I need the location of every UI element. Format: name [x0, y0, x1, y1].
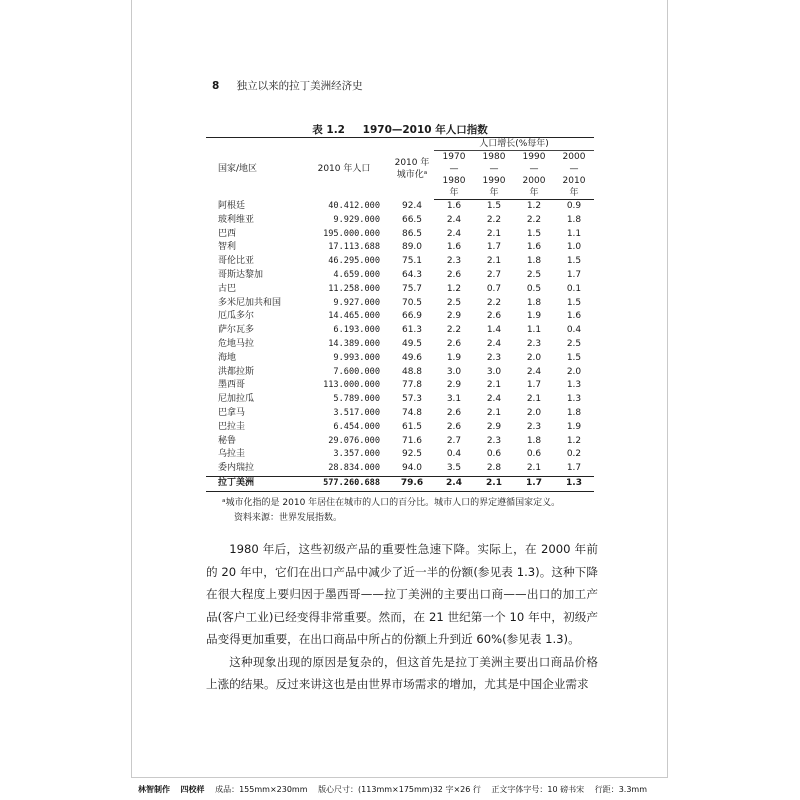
header-period: 1990—2000 年 [514, 151, 554, 200]
cell-g1: 1.6 [446, 201, 462, 211]
table-row [206, 421, 594, 435]
cell-g2: 2.9 [486, 421, 502, 432]
cell-g3: 1.1 [526, 325, 542, 336]
footer-spacing: 行距：3.3mm [594, 785, 648, 794]
cell-pop: 14.465.000 [328, 311, 380, 322]
cell-g1: 2.9 [446, 380, 462, 391]
table-row [206, 324, 594, 338]
cell-g4: 1.8 [566, 407, 582, 418]
cell-g1: 1.9 [446, 352, 462, 363]
cell-g4: 1.5 [566, 352, 582, 363]
cell-urban: 92.5 [401, 449, 423, 460]
cell-g3: 2.1 [526, 394, 542, 405]
cell-g3: 1.6 [526, 242, 542, 253]
cell-name: 乌拉圭 [218, 449, 246, 460]
cell-urban: 49.5 [401, 338, 423, 349]
cell-g3: 2.2 [526, 214, 542, 225]
cell-g4: 0.9 [566, 201, 582, 211]
cell-g4: 2.0 [566, 366, 582, 377]
cell-pop: 5.789.000 [333, 394, 380, 405]
cell-name: 拉丁美洲 [206, 476, 298, 491]
cell-g3: 1.7 [514, 476, 554, 491]
cell-g3: 1.8 [526, 256, 542, 267]
table-source: 资料来源：世界发展指数。 [234, 513, 343, 523]
cell-g3: 2.1 [526, 463, 542, 474]
cell-pop: 46.295.000 [328, 256, 380, 267]
cell-g2: 2.1 [486, 228, 502, 239]
cell-urban: 77.8 [401, 380, 423, 391]
cell-g3: 1.7 [526, 380, 542, 391]
cell-g2: 0.7 [486, 283, 502, 294]
cell-g2: 2.1 [474, 476, 514, 491]
running-header [212, 78, 363, 93]
cell-g2: 2.6 [486, 311, 502, 322]
cell-urban: 74.8 [401, 407, 423, 418]
cell-pop: 9.993.000 [333, 352, 380, 363]
cell-g2: 2.3 [486, 435, 502, 446]
cell-g3: 1.8 [526, 435, 542, 446]
cell-g1: 1.6 [446, 242, 462, 253]
cell-g3: 0.6 [526, 449, 542, 460]
cell-name: 多米尼加共和国 [218, 297, 282, 308]
page-number: 8 [212, 80, 220, 92]
footer-proof: 四校样 [180, 785, 205, 794]
cell-g2: 2.2 [486, 297, 502, 308]
cell-urban: 75.1 [401, 256, 423, 267]
cell-name: 秘鲁 [218, 435, 237, 446]
cell-urban: 86.5 [401, 228, 423, 239]
cell-g3: 1.9 [526, 311, 542, 322]
cell-g4: 0.4 [566, 325, 582, 336]
cell-g2: 1.7 [486, 242, 502, 253]
cell-name: 玻利维亚 [218, 214, 255, 225]
cell-g1: 2.6 [446, 407, 462, 418]
cell-urban: 89.0 [401, 242, 423, 253]
cell-g2: 2.2 [486, 214, 502, 225]
table-footnote: ᵃ城市化指的是 2010 年居住在城市的人口的百分比。城市人口的界定遵循国家定义。 [222, 498, 561, 508]
cell-g1: 2.5 [446, 297, 462, 308]
cell-g1: 2.6 [446, 269, 462, 280]
table-row [206, 393, 594, 407]
cell-name: 巴西 [218, 228, 237, 239]
cell-g2: 2.7 [486, 269, 502, 280]
cell-g4: 1.3 [566, 394, 582, 405]
cell-name: 洪都拉斯 [218, 366, 255, 377]
cell-g3: 2.3 [526, 338, 542, 349]
cell-urban: 57.3 [401, 394, 423, 405]
table-row [206, 366, 594, 380]
table-notes [222, 496, 597, 526]
cell-g3: 2.4 [526, 366, 542, 377]
table-row [206, 269, 594, 283]
cell-name: 古巴 [218, 283, 237, 294]
paragraph: 这种现象出现的原因是复杂的，但这首先是拉丁美洲主要出口商品价格上涨的结果。反过来讲这也是由世界市场需求的增加，尤其是中国企业需求 [206, 654, 598, 691]
cell-name: 海地 [218, 352, 237, 363]
table-row [206, 310, 594, 324]
cell-pop: 6.193.000 [333, 325, 380, 336]
cell-name: 智利 [218, 242, 237, 253]
cell-g1: 2.4 [446, 228, 462, 239]
cell-g4: 0.1 [566, 283, 582, 294]
table-row [206, 338, 594, 352]
cell-pop: 195.000.000 [323, 228, 380, 239]
cell-g4: 1.1 [566, 228, 582, 239]
cell-pop: 14.389.000 [328, 338, 380, 349]
table-row [206, 283, 594, 297]
cell-g4: 0.2 [566, 449, 582, 460]
cell-g2: 2.1 [486, 380, 502, 391]
table-row [206, 228, 594, 242]
cell-g1: 2.4 [434, 476, 474, 491]
cell-g4: 1.9 [566, 421, 582, 432]
cell-name: 尼加拉瓜 [218, 394, 255, 405]
cell-g2: 1.4 [486, 325, 502, 336]
table-row [206, 379, 594, 393]
footer-size: 成品：155mm×230mm [215, 785, 308, 794]
cell-urban: 61.5 [401, 421, 423, 432]
cell-g4: 1.5 [566, 256, 582, 267]
cell-urban: 64.3 [401, 269, 423, 280]
cell-urban: 94.0 [401, 463, 423, 474]
table-body [206, 200, 594, 492]
cell-pop: 17.113.688 [328, 242, 380, 253]
cell-name: 危地马拉 [218, 338, 255, 349]
body-text [206, 538, 598, 696]
cell-g1: 2.2 [446, 325, 462, 336]
cell-g2: 2.1 [486, 256, 502, 267]
table-row [206, 352, 594, 366]
running-title: 独立以来的拉丁美洲经济史 [236, 80, 363, 92]
cell-g2: 2.8 [486, 463, 502, 474]
cell-urban: 75.7 [401, 283, 423, 294]
cell-pop: 29.076.000 [328, 435, 380, 446]
cell-urban: 48.8 [401, 366, 423, 377]
cell-name: 阿根廷 [218, 200, 246, 211]
table-row [206, 297, 594, 311]
cell-urban: 92.4 [401, 200, 423, 211]
cell-pop: 40.412.000 [328, 200, 380, 211]
cell-g3: 1.2 [526, 201, 542, 211]
cell-name: 厄瓜多尔 [218, 311, 255, 322]
cell-g4: 1.5 [566, 297, 582, 308]
cell-name: 巴拿马 [218, 407, 246, 418]
cell-g2: 2.4 [486, 338, 502, 349]
table-caption: 1970—2010 年人口指数 [362, 124, 488, 136]
footer-font: 正文字体字号：10 磅书宋 [491, 785, 585, 794]
cell-g4: 1.0 [566, 242, 582, 253]
cell-g3: 1.8 [526, 297, 542, 308]
header-period: 1980—1990 年 [474, 151, 514, 200]
cell-g3: 1.5 [526, 228, 542, 239]
cell-pop: 7.600.000 [333, 366, 380, 377]
cell-g4: 1.2 [566, 435, 582, 446]
cell-name: 委内瑞拉 [218, 463, 255, 474]
cell-pop: 113.000.000 [323, 380, 380, 391]
cell-g1: 2.3 [446, 256, 462, 267]
cell-pop: 9.927.000 [333, 297, 380, 308]
cell-name: 萨尔瓦多 [218, 325, 255, 336]
table-row [206, 214, 594, 228]
cell-g1: 3.5 [446, 463, 462, 474]
cell-urban: 61.3 [401, 325, 423, 336]
cell-g3: 2.0 [526, 352, 542, 363]
cell-g2: 1.5 [486, 201, 502, 211]
cell-pop: 3.357.000 [333, 449, 380, 460]
table-row [206, 448, 594, 462]
table-total-row [206, 476, 594, 491]
header-period: 1970—1980 年 [434, 151, 474, 200]
cell-pop: 4.659.000 [333, 269, 380, 280]
cell-g3: 0.5 [526, 283, 542, 294]
cell-g4: 1.7 [566, 269, 582, 280]
cell-g1: 2.7 [446, 435, 462, 446]
cell-g2: 0.6 [486, 449, 502, 460]
header-period: 2000—2010 年 [554, 151, 594, 200]
cell-pop: 11.258.000 [328, 283, 380, 294]
cell-g1: 3.0 [446, 366, 462, 377]
cell-g1: 1.2 [446, 283, 462, 294]
print-specs-footer [138, 784, 655, 795]
population-table [206, 137, 594, 492]
cell-g1: 0.4 [446, 449, 462, 460]
cell-g1: 2.6 [446, 338, 462, 349]
cell-g2: 2.3 [486, 352, 502, 363]
cell-pop: 9.929.000 [333, 214, 380, 225]
cell-urban: 71.6 [401, 435, 423, 446]
cell-pop: 3.517.000 [333, 407, 380, 418]
header-population: 2010 年人口 [317, 163, 371, 174]
paragraph: 1980 年后，这些初级产品的重要性急速下降。实际上，在 2000 年前的 20 年中，它们在出口产品中减少了近一半的份额(参见表 1.3)。这种下降在很大程度上要归因于墨西哥——拉丁美洲的主要出口商——出口的加工产品(客户工业)已经变得非常重要。然而，在 21 世纪第一个 10 年中，初级产品变得更加重要，在出口商品中所占的份额上升到近 60%(参见表 1.3)。 [206, 542, 598, 646]
cell-g3: 2.3 [526, 421, 542, 432]
cell-g2: 2.4 [486, 394, 502, 405]
cell-pop: 28.834.000 [328, 463, 380, 474]
cell-urban: 66.5 [401, 214, 423, 225]
table-title [206, 122, 594, 137]
cell-name: 哥斯达黎加 [218, 269, 264, 280]
cell-g1: 2.9 [446, 311, 462, 322]
cell-g4: 1.3 [554, 476, 594, 491]
table-number: 表 1.2 [312, 124, 345, 136]
table-row [206, 200, 594, 214]
cell-g1: 3.1 [446, 394, 462, 405]
cell-g4: 2.5 [566, 338, 582, 349]
cell-g4: 1.7 [566, 463, 582, 474]
cell-g1: 2.6 [446, 421, 462, 432]
cell-pop: 6.454.000 [333, 421, 380, 432]
footer-maker: 林智制作 [138, 785, 170, 794]
footer-core: 版心尺寸：(113mm×175mm)32 字×26 行 [318, 785, 481, 794]
cell-g4: 1.8 [566, 214, 582, 225]
cell-g3: 2.0 [526, 407, 542, 418]
cell-name: 巴拉圭 [218, 421, 246, 432]
cell-urban: 79.6 [390, 476, 434, 491]
table-row [206, 241, 594, 255]
table-row [206, 407, 594, 421]
cell-urban: 49.6 [401, 352, 423, 363]
cell-urban: 66.9 [401, 311, 423, 322]
cell-name: 哥伦比亚 [218, 256, 255, 267]
cell-g1: 2.4 [446, 214, 462, 225]
header-urbanization: 2010 年城市化ᵃ [394, 157, 430, 180]
cell-g2: 2.1 [486, 407, 502, 418]
header-growth: 人口增长(%每年) [434, 138, 594, 151]
table-row [206, 462, 594, 476]
table-row [206, 255, 594, 269]
cell-g4: 1.3 [566, 380, 582, 391]
cell-g2: 3.0 [486, 366, 502, 377]
header-country: 国家/地区 [218, 163, 258, 174]
cell-g3: 2.5 [526, 269, 542, 280]
cell-name: 墨西哥 [218, 380, 246, 391]
table-row [206, 435, 594, 449]
cell-g4: 1.6 [566, 311, 582, 322]
cell-urban: 70.5 [401, 297, 423, 308]
cell-pop: 577.260.688 [298, 476, 390, 491]
